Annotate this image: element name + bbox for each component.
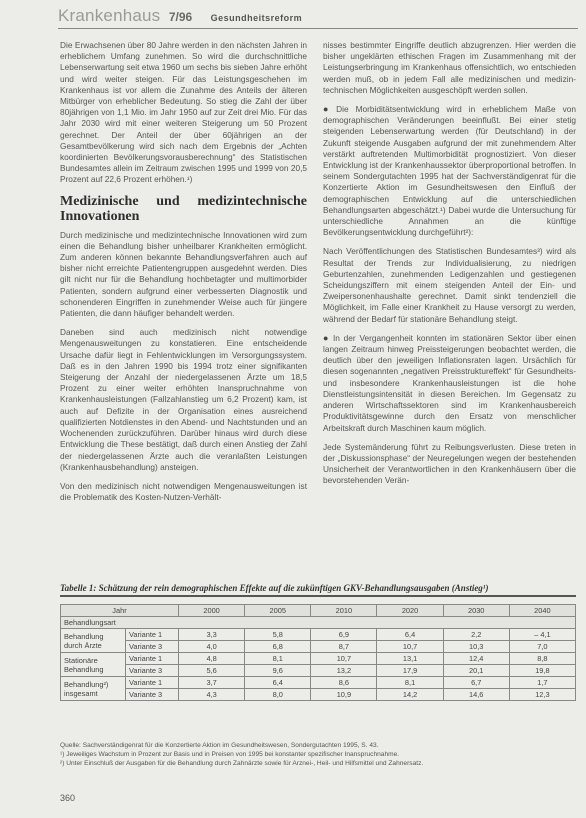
value-cell: 13,2 xyxy=(311,665,377,677)
value-cell: 3,7 xyxy=(179,677,245,689)
right-column xyxy=(323,40,576,495)
section-label-cell: Behandlungsart xyxy=(61,617,576,629)
variant-cell: Variante 1 xyxy=(126,653,179,665)
table-row xyxy=(61,689,576,701)
year-header: 2010 xyxy=(311,605,377,617)
magazine-title: Krankenhaus xyxy=(58,6,161,25)
value-cell: 7,0 xyxy=(509,641,575,653)
value-cell: 19,8 xyxy=(509,665,575,677)
running-header xyxy=(58,6,578,28)
bullet-paragraph xyxy=(323,104,576,238)
bullet-text: Die Morbiditätsentwicklung wird in erheblichem Maße von demographischen Veränderungen beeinflußt. Bei einer stetig steigenden Lebenserwartung werden (für Deutschland) in der Zukunft steigende Ausgaben aufgrund der mit zunehmendem Alter verstärkt auftretenden Multimorbidität prognostiziert. Von dieser Entwicklung ist der Krankenhaussektor überproportional betroffen. In seinem Sondergutachten 1995 hat der Sachverständigenrat für die Konzertierte Aktion im Gesundheitswesen den Einfluß der demographischen Entwicklung auf die unterschiedlichen Behandlungsarten abgeschätzt.¹) Dabei wurde die Untersuchung für unterschiedliche Annahmen an die künftige Bevölkerungsentwicklung durchgeführt²): xyxy=(323,104,576,238)
value-cell: 1,7 xyxy=(509,677,575,689)
paragraph: Die Erwachsenen über 80 Jahre werden in den nächsten Jahren in erheblichem Umfang zunehmen. So wird die durchschnittliche Lebenserwartung seit etwa 1960 um sechs bis sieben Jahre erhöht und wird weiter steigen. Für das Leistungsgeschehen im Krankenhaus ist vor allem die Zunahme des Anteils der älteren Mitbürger von erheblicher Bedeutung. So stieg die Zahl der über 80jährigen von 1,1 Mio. im Jahr 1950 auf zur Zeit drei Mio. Für das Jahr 2030 wird mit einer weiteren Steigerung um 50 Prozent gerechnet. Der Anteil der über 60jährigen an der Gesamtbevölkerung wird sich nach dem Ergebnis der „Achten koordinierten Bevölkerungsvorausberechnung“ des Statistischen Bundesamtes allein im Zeitraum zwischen 1995 und 1999 von 20,5 Prozent auf 22,6 Prozent erhöhen.¹) xyxy=(60,40,307,185)
year-header: 2030 xyxy=(443,605,509,617)
value-cell: 8,1 xyxy=(377,677,443,689)
page-number: 360 xyxy=(60,793,76,803)
category-cell: Behandlung²) insgesamt xyxy=(61,677,126,701)
variant-cell: Variante 1 xyxy=(126,677,179,689)
value-cell: 6,4 xyxy=(245,677,311,689)
paragraph: Jede Systemänderung führt zu Reibungsverlusten. Diese treten in der „Diskussionsphase“ der Neuregelungen wegen der bestehenden Unsicherheit der Verantwortlichen in den Krankenhäusern über die bevorstehenden Verän- xyxy=(323,441,576,486)
value-cell: 6,8 xyxy=(245,641,311,653)
year-header: 2000 xyxy=(179,605,245,617)
value-cell: 10,9 xyxy=(311,689,377,701)
value-cell: 8,6 xyxy=(311,677,377,689)
value-cell: 10,3 xyxy=(443,641,509,653)
value-cell: 17,9 xyxy=(377,665,443,677)
table-row xyxy=(61,653,576,665)
bullet-icon xyxy=(323,104,336,114)
paragraph: Daneben sind auch medizinisch nicht notwendige Mengenausweitungen zu konstatieren. Eine entscheidende Ursache dafür liegt in Fehlentwicklungen im Versorgungssystem. Daß es in den Jahren 1990 bis 1994 trotz einer signifikanten Steigerung der Anzahl der niedergelassenen Ärzte um 18,5 Prozent zu einer weiter erhöhten Inanspruchnahme von Krankenhausleistungen (Fallzahlanstieg um 6,2 Prozent) kam, ist auch auf Defizite in der Organisation eines ausreichend qualifizierten Notdienstes in den Abend- und Nachtstunden und an Wochenenden zurückzuführen. Darüber hinaus wird durch diese Entwicklung die These bestätigt, daß durch einen Anstieg der Zahl der niedergelassenen Ärzte auch die veranlaßten Leistungen (Krankenhausbehandlung) ansteigen. xyxy=(60,327,307,472)
value-cell: 9,6 xyxy=(245,665,311,677)
table-notes xyxy=(60,741,576,768)
value-cell: 20,1 xyxy=(443,665,509,677)
value-cell: 4,8 xyxy=(179,653,245,665)
table-source: Quelle: Sachverständigenrat für die Konzertierte Aktion im Gesundheitswesen, Sondergutachten 1995, S. 43. xyxy=(60,742,379,749)
value-cell: 6,7 xyxy=(443,677,509,689)
category-cell: Stationäre Behandlung xyxy=(61,653,126,677)
section-heading: Medizinische und medizintechnische Innovationen xyxy=(60,193,307,224)
value-cell: 14,2 xyxy=(377,689,443,701)
value-cell: 10,7 xyxy=(377,641,443,653)
paragraph: Durch medizinische und medizintechnische Innovationen wird zum einen die Behandlung bisher unheilbarer Krankheiten ermöglicht. Zum anderen können bekannte Behandlungsverfahren auch auf bisher nicht erreichte Patientengruppen ausgedehnt werden. Dies gilt nicht nur für die Behandlung hochbetagter und multimorbider Patienten, sondern aufgrund einer verbesserten Diagnostik und schonenderen Eingriffen in zunehmender Weise auch für jüngere Patienten, die dann häufiger behandelt werden. xyxy=(60,229,307,319)
header-rule xyxy=(58,28,578,29)
value-cell: 8,1 xyxy=(245,653,311,665)
value-cell: 4,3 xyxy=(179,689,245,701)
table-row xyxy=(61,629,576,641)
value-cell: 8,0 xyxy=(245,689,311,701)
table-row xyxy=(61,641,576,653)
paragraph: nisses bestimmter Eingriffe deutlich abzugrenzen. Hier werden die bisher ungeklärten ethischen Fragen im Zusammenhang mit der Leistungserbringung im Krankenhaus offensichtlich, wo entschieden werden muß, ob in jedem Fall alle medizinischen und medizin-technischen Möglichkeiten ausgeschöpft werden sollen. xyxy=(323,40,576,95)
year-header: 2020 xyxy=(377,605,443,617)
table-rule xyxy=(60,595,576,597)
variant-cell: Variante 3 xyxy=(126,665,179,677)
table-footnote: ²) Unter Einschluß der Ausgaben für die Behandlung durch Zahnärzte sowie für Arznei-, Heil- und Hilfsmittel und Zahnersatz. xyxy=(60,760,424,767)
data-table xyxy=(60,604,576,701)
value-cell: 8,7 xyxy=(311,641,377,653)
category-cell: Behandlung durch Ärzte xyxy=(61,629,126,653)
table-footnote: ¹) Jeweiliges Wachstum in Prozent zur Basis und in Preisen von 1995 bei konstanter spezifischer Inanspruchnahme. xyxy=(60,751,400,758)
value-cell: – 4,1 xyxy=(509,629,575,641)
year-header: 2040 xyxy=(509,605,575,617)
table-title: Tabelle 1: Schätzung der rein demographischen Effekte auf die zukünftigen GKV-Behandlungsausgaben (Anstieg¹) xyxy=(60,583,489,593)
year-header: 2005 xyxy=(245,605,311,617)
value-cell: 8,8 xyxy=(509,653,575,665)
paragraph: Nach Veröffentlichungen des Statistischen Bundesamtes³) wird als Resultat der Trends zur Individualisierung, zu niedrigen Geburtenzahlen, zunehmenden Ledigenzahlen und gestiegenen Scheidungsziffern mit einem steigenden Anteil der Ein- und Zweipersonenhaushalte gerechnet. Damit sinkt tendenziell die Möglichkeit, im Falle einer Krankheit zu Hause versorgt zu werden, während der Bedarf für stationäre Behandlung steigt. xyxy=(323,246,576,324)
value-cell: 12,3 xyxy=(509,689,575,701)
value-cell: 4,0 xyxy=(179,641,245,653)
value-cell: 2,2 xyxy=(443,629,509,641)
value-cell: 6,9 xyxy=(311,629,377,641)
value-cell: 5,6 xyxy=(179,665,245,677)
bullet-text: In der Vergangenheit konnten im stationären Sektor über einen langen Zeitraum hinweg Preissteigerungen beobachtet werden, die deutlich über den jeweiligen Inflationsraten lagen. Ursächlich für diesen sogenannten „negativen Preisstruktureffekt“ für Gesundheits- und insbesondere Krankenhausleistungen ist die hohe Dienstleistungsintensität in diesen Bereichen. Im Gegensatz zu anderen Wirtschaftssektoren sind im Krankenhausbereich Produktivitätsgewinne durch den Ersatz von menschlicher Arbeitskraft durch Maschinen kaum möglich. xyxy=(323,332,576,433)
section-row xyxy=(61,617,576,629)
table-header-cell: Jahr xyxy=(61,605,179,617)
bullet-paragraph xyxy=(323,333,576,434)
value-cell: 6,4 xyxy=(377,629,443,641)
table-header-row xyxy=(61,605,576,617)
value-cell: 3,3 xyxy=(179,629,245,641)
issue-number: 7/96 xyxy=(168,10,193,24)
value-cell: 5,8 xyxy=(245,629,311,641)
left-column xyxy=(60,40,307,511)
value-cell: 13,1 xyxy=(377,653,443,665)
value-cell: 14,6 xyxy=(443,689,509,701)
variant-cell: Variante 1 xyxy=(126,629,179,641)
paragraph: Von den medizinisch nicht notwendigen Mengenausweitungen ist die Problematik des Kosten-Nutzen-Verhält- xyxy=(60,480,307,503)
table-row xyxy=(61,665,576,677)
variant-cell: Variante 3 xyxy=(126,689,179,701)
bullet-icon xyxy=(323,333,333,343)
variant-cell: Variante 3 xyxy=(126,641,179,653)
value-cell: 10,7 xyxy=(311,653,377,665)
value-cell: 12,4 xyxy=(443,653,509,665)
section-label: Gesundheitsreform xyxy=(210,13,303,23)
table-row xyxy=(61,677,576,689)
